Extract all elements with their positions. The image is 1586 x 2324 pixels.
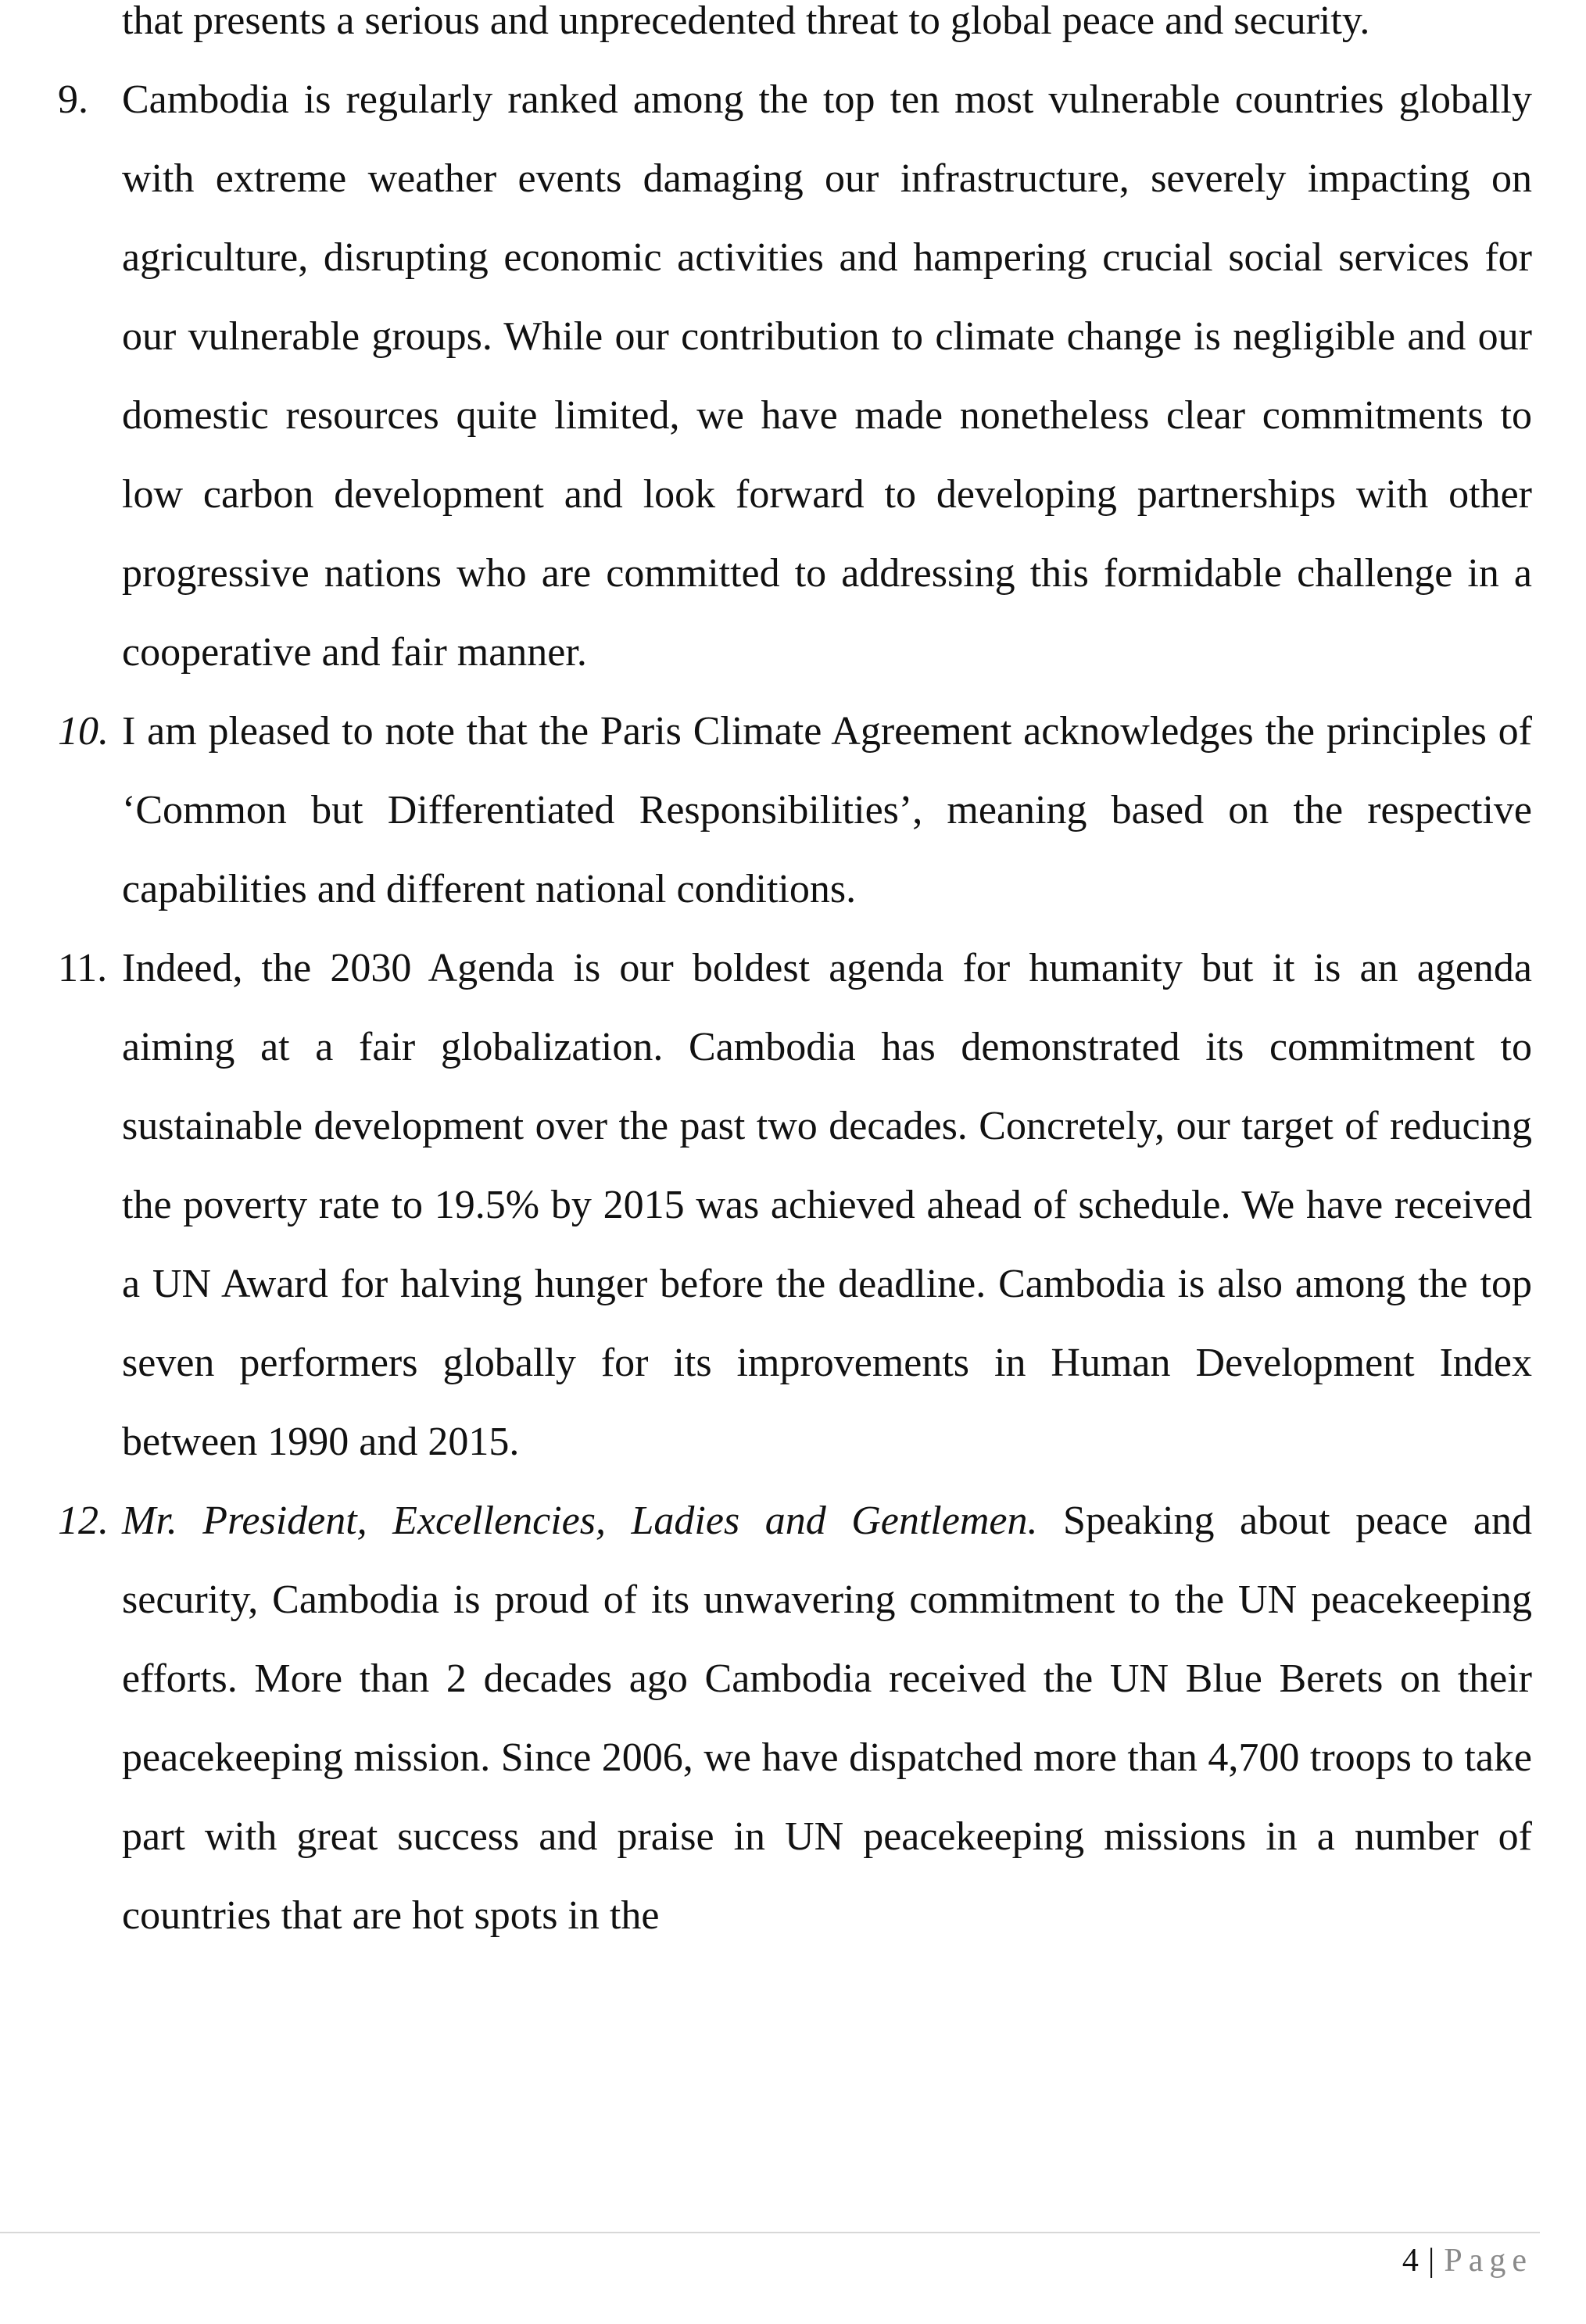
paragraph-text: I am pleased to note that the Paris Climate Agreement acknowledges the principles of ‘Common but Differentiated Responsibilities’, meaning based on the respective capabilities and different national conditions. [122,709,1532,911]
paragraph-salutation: Mr. President, Excellencies, Ladies and Gentlemen. [122,1499,1038,1543]
paragraph-number: 12. [58,1499,109,1543]
page-number: 4 [1402,2243,1419,2279]
continuation-text: that presents a serious and unprecedented threat to global peace and security. [122,0,1370,43]
paragraph-9 [58,60,1532,692]
paragraph-12 [58,1481,1532,1955]
footer-divider [0,2232,1540,2233]
paragraph-11 [58,929,1532,1481]
paragraph-10 [58,692,1532,929]
paragraph-number: 9. [58,77,88,122]
paragraph-text: Speaking about peace and security, Cambodia is proud of its unwavering commitment to the UN peacekeeping efforts. More than 2 decades ago Cambodia received the UN Blue Berets on their peacekeeping mission. Since 2006, we have dispatched more than 4,700 troops to take part with great success and praise in UN peacekeeping missions in a number of countries that are hot spots in the [122,1499,1532,1938]
page-label: Page [1444,2243,1533,2279]
paragraph-text: Indeed, the 2030 Agenda is our boldest agenda for humanity but it is an agenda aiming at a fair globalization. Cambodia has demonstrated its commitment to sustainable development over the past two decades. Concretely, our target of reducing the poverty rate to 19.5% by 2015 was achieved ahead of schedule. We have received a UN Award for halving hunger before the deadline. Cambodia is also among the top seven performers globally for its improvements in Human Development Index between 1990 and 2015. [122,946,1532,1464]
footer-separator: | [1427,2243,1435,2279]
paragraph-number: 10. [58,709,109,754]
continuation-paragraph [122,0,1532,60]
page-footer [1402,2239,1533,2283]
document-body [58,0,1532,1955]
paragraph-number: 11. [58,946,108,990]
paragraph-text: Cambodia is regularly ranked among the top ten most vulnerable countries globally with extreme weather events damaging our infrastructure, severely impacting on agriculture, disrupting economic activities and hampering crucial social services for our vulnerable groups. While our contribution to climate change is negligible and our domestic resources quite limited, we have made nonetheless clear commitments to low carbon development and look forward to developing partnerships with other progressive nations who are committed to addressing this formidable challenge in a cooperative and fair manner. [122,77,1532,675]
